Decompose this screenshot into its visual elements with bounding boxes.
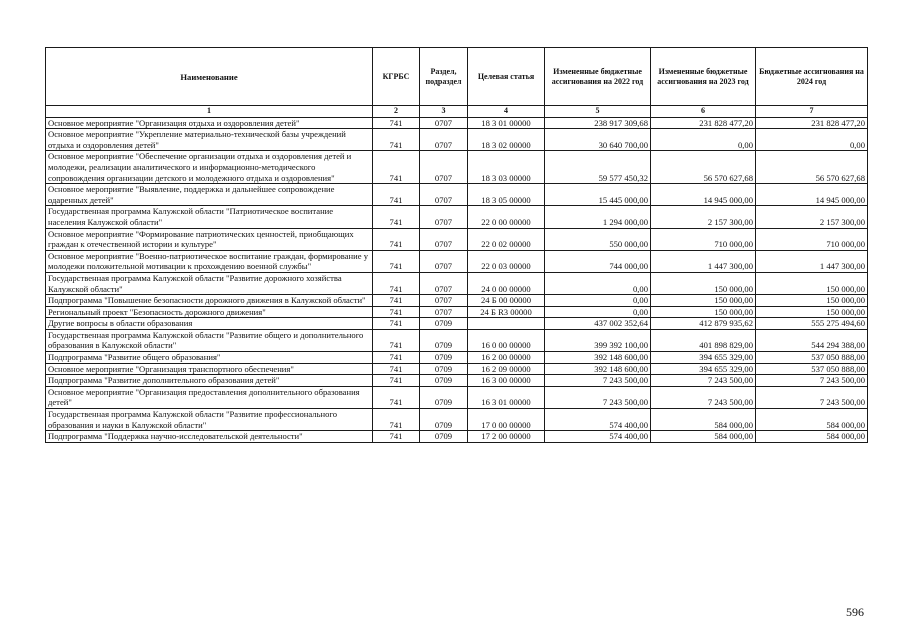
row-2024-amount: 150 000,00 xyxy=(756,272,868,294)
header-target: Целевая статья xyxy=(468,48,545,106)
table-body xyxy=(46,117,868,442)
row-2023-amount: 584 000,00 xyxy=(651,409,756,431)
row-2022-amount: 0,00 xyxy=(545,295,651,307)
row-section: 0709 xyxy=(420,352,468,364)
row-name: Основное мероприятие "Организация транспортного обеспечения" xyxy=(46,363,373,375)
row-2022-amount: 0,00 xyxy=(545,272,651,294)
row-section: 0709 xyxy=(420,386,468,408)
row-section: 0707 xyxy=(420,206,468,228)
table-row xyxy=(46,431,868,443)
row-name: Основное мероприятие "Обеспечение организации отдыха и оздоровления детей и молодежи, реализации аналитического и информационно-методического сопровождения организации детского и молодежного отдыха и оздоровления" xyxy=(46,151,373,184)
row-kgrbs: 741 xyxy=(373,352,420,364)
budget-table xyxy=(45,47,868,443)
row-2022-amount: 7 243 500,00 xyxy=(545,375,651,387)
row-2023-amount: 7 243 500,00 xyxy=(651,375,756,387)
header-2024: Бюджетные ассигнования на 2024 год xyxy=(756,48,868,106)
header-name: Наименование xyxy=(46,48,373,106)
row-2023-amount: 150 000,00 xyxy=(651,295,756,307)
row-2023-amount: 412 879 935,62 xyxy=(651,318,756,330)
column-number: 5 xyxy=(545,106,651,118)
row-kgrbs: 741 xyxy=(373,318,420,330)
row-kgrbs: 741 xyxy=(373,250,420,272)
row-kgrbs: 741 xyxy=(373,363,420,375)
row-2023-amount: 150 000,00 xyxy=(651,306,756,318)
row-section: 0707 xyxy=(420,151,468,184)
row-2022-amount: 238 917 309,68 xyxy=(545,117,651,129)
row-2024-amount: 584 000,00 xyxy=(756,409,868,431)
table-row xyxy=(46,228,868,250)
row-name: Региональный проект "Безопасность дорожного движения" xyxy=(46,306,373,318)
row-kgrbs: 741 xyxy=(373,206,420,228)
row-2024-amount: 7 243 500,00 xyxy=(756,375,868,387)
row-2023-amount: 394 655 329,00 xyxy=(651,352,756,364)
row-2023-amount: 14 945 000,00 xyxy=(651,184,756,206)
table-row xyxy=(46,151,868,184)
row-name: Основное мероприятие "Военно-патриотическое воспитание граждан, формирование у молодежи положительной мотивации к прохождению военной службы" xyxy=(46,250,373,272)
row-2024-amount: 1 447 300,00 xyxy=(756,250,868,272)
row-2023-amount: 401 898 829,00 xyxy=(651,329,756,351)
row-name: Основное мероприятие "Организация отдыха и оздоровления детей" xyxy=(46,117,373,129)
row-2022-amount: 437 002 352,64 xyxy=(545,318,651,330)
row-2024-amount: 150 000,00 xyxy=(756,306,868,318)
row-name: Основное мероприятие "Формирование патриотических ценностей, приобщающих граждан к отечественной истории и культуре" xyxy=(46,228,373,250)
row-target: 16 3 00 00000 xyxy=(468,375,545,387)
row-section: 0707 xyxy=(420,129,468,151)
row-target: 24 0 00 00000 xyxy=(468,272,545,294)
row-2023-amount: 394 655 329,00 xyxy=(651,363,756,375)
row-2024-amount: 231 828 477,20 xyxy=(756,117,868,129)
row-name: Подпрограмма "Развитие общего образования" xyxy=(46,352,373,364)
row-2022-amount: 30 640 700,00 xyxy=(545,129,651,151)
row-2022-amount: 0,00 xyxy=(545,306,651,318)
row-2023-amount: 150 000,00 xyxy=(651,272,756,294)
row-2023-amount: 0,00 xyxy=(651,129,756,151)
row-kgrbs: 741 xyxy=(373,151,420,184)
row-2024-amount: 7 243 500,00 xyxy=(756,386,868,408)
column-number: 6 xyxy=(651,106,756,118)
row-section: 0709 xyxy=(420,431,468,443)
header-kgrbs: КГРБС xyxy=(373,48,420,106)
row-section: 0707 xyxy=(420,250,468,272)
row-2023-amount: 584 000,00 xyxy=(651,431,756,443)
row-2022-amount: 574 400,00 xyxy=(545,409,651,431)
row-kgrbs: 741 xyxy=(373,228,420,250)
row-2024-amount: 710 000,00 xyxy=(756,228,868,250)
row-section: 0707 xyxy=(420,228,468,250)
table-row xyxy=(46,329,868,351)
row-section: 0709 xyxy=(420,375,468,387)
table-row xyxy=(46,409,868,431)
row-2023-amount: 56 570 627,68 xyxy=(651,151,756,184)
table-row xyxy=(46,352,868,364)
row-target: 16 3 01 00000 xyxy=(468,386,545,408)
row-target: 22 0 03 00000 xyxy=(468,250,545,272)
row-kgrbs: 741 xyxy=(373,375,420,387)
row-kgrbs: 741 xyxy=(373,306,420,318)
row-target: 24 Б 00 00000 xyxy=(468,295,545,307)
table-row xyxy=(46,363,868,375)
row-target: 18 3 05 00000 xyxy=(468,184,545,206)
table-row xyxy=(46,206,868,228)
row-name: Подпрограмма "Повышение безопасности дорожного движения в Калужской области" xyxy=(46,295,373,307)
row-name: Государственная программа Калужской области "Развитие дорожного хозяйства Калужской области" xyxy=(46,272,373,294)
column-number: 2 xyxy=(373,106,420,118)
row-2024-amount: 56 570 627,68 xyxy=(756,151,868,184)
row-2024-amount: 537 050 888,00 xyxy=(756,363,868,375)
row-2023-amount: 7 243 500,00 xyxy=(651,386,756,408)
row-name: Основное мероприятие "Выявление, поддержка и дальнейшее сопровождение одаренных детей" xyxy=(46,184,373,206)
row-kgrbs: 741 xyxy=(373,386,420,408)
row-2022-amount: 7 243 500,00 xyxy=(545,386,651,408)
row-section: 0709 xyxy=(420,329,468,351)
row-target: 22 0 00 00000 xyxy=(468,206,545,228)
row-section: 0709 xyxy=(420,363,468,375)
row-target: 18 3 01 00000 xyxy=(468,117,545,129)
row-2024-amount: 544 294 388,00 xyxy=(756,329,868,351)
table-row xyxy=(46,318,868,330)
row-kgrbs: 741 xyxy=(373,184,420,206)
header-row xyxy=(46,48,868,106)
page-number: 596 xyxy=(846,605,864,619)
row-2024-amount: 0,00 xyxy=(756,129,868,151)
row-target: 24 Б R3 00000 xyxy=(468,306,545,318)
row-target: 22 0 02 00000 xyxy=(468,228,545,250)
table-row xyxy=(46,375,868,387)
row-target: 16 2 00 00000 xyxy=(468,352,545,364)
row-kgrbs: 741 xyxy=(373,272,420,294)
table-row xyxy=(46,129,868,151)
row-section: 0707 xyxy=(420,295,468,307)
row-section: 0707 xyxy=(420,184,468,206)
table-row xyxy=(46,250,868,272)
row-kgrbs: 741 xyxy=(373,431,420,443)
row-section: 0709 xyxy=(420,318,468,330)
row-2022-amount: 392 148 600,00 xyxy=(545,363,651,375)
header-2023: Измененные бюджетные ассигнования на 2023 год xyxy=(651,48,756,106)
table-row xyxy=(46,117,868,129)
row-target: 16 0 00 00000 xyxy=(468,329,545,351)
row-kgrbs: 741 xyxy=(373,329,420,351)
row-2024-amount: 150 000,00 xyxy=(756,295,868,307)
row-target: 17 2 00 00000 xyxy=(468,431,545,443)
row-target: 18 3 03 00000 xyxy=(468,151,545,184)
row-2022-amount: 399 392 100,00 xyxy=(545,329,651,351)
column-number: 7 xyxy=(756,106,868,118)
table-row xyxy=(46,386,868,408)
row-target xyxy=(468,318,545,330)
row-2023-amount: 1 447 300,00 xyxy=(651,250,756,272)
column-number-row xyxy=(46,106,868,118)
row-section: 0707 xyxy=(420,272,468,294)
row-2022-amount: 550 000,00 xyxy=(545,228,651,250)
row-name: Государственная программа Калужской области "Развитие общего и дополнительного образования в Калужской области" xyxy=(46,329,373,351)
row-name: Основное мероприятие "Организация предоставления дополнительного образования детей" xyxy=(46,386,373,408)
row-2024-amount: 2 157 300,00 xyxy=(756,206,868,228)
header-2022: Измененные бюджетные ассигнования на 2022 год xyxy=(545,48,651,106)
row-2024-amount: 555 275 494,60 xyxy=(756,318,868,330)
row-section: 0707 xyxy=(420,117,468,129)
row-2023-amount: 2 157 300,00 xyxy=(651,206,756,228)
row-2023-amount: 710 000,00 xyxy=(651,228,756,250)
row-2022-amount: 574 400,00 xyxy=(545,431,651,443)
row-section: 0707 xyxy=(420,306,468,318)
row-kgrbs: 741 xyxy=(373,117,420,129)
column-number: 3 xyxy=(420,106,468,118)
row-target: 17 0 00 00000 xyxy=(468,409,545,431)
row-2024-amount: 537 050 888,00 xyxy=(756,352,868,364)
row-2024-amount: 584 000,00 xyxy=(756,431,868,443)
row-name: Государственная программа Калужской области "Патриотическое воспитание населения Калужской области" xyxy=(46,206,373,228)
table-row xyxy=(46,306,868,318)
row-kgrbs: 741 xyxy=(373,129,420,151)
table-row xyxy=(46,184,868,206)
column-number: 4 xyxy=(468,106,545,118)
row-target: 16 2 09 00000 xyxy=(468,363,545,375)
row-name: Государственная программа Калужской области "Развитие профессионального образования и науки в Калужской области" xyxy=(46,409,373,431)
row-2022-amount: 392 148 600,00 xyxy=(545,352,651,364)
row-2023-amount: 231 828 477,20 xyxy=(651,117,756,129)
column-number: 1 xyxy=(46,106,373,118)
row-2022-amount: 744 000,00 xyxy=(545,250,651,272)
row-2024-amount: 14 945 000,00 xyxy=(756,184,868,206)
table-row xyxy=(46,272,868,294)
row-2022-amount: 59 577 450,32 xyxy=(545,151,651,184)
row-section: 0709 xyxy=(420,409,468,431)
row-name: Другие вопросы в области образования xyxy=(46,318,373,330)
row-2022-amount: 1 294 000,00 xyxy=(545,206,651,228)
row-2022-amount: 15 445 000,00 xyxy=(545,184,651,206)
row-name: Подпрограмма "Развитие дополнительного образования детей" xyxy=(46,375,373,387)
row-target: 18 3 02 00000 xyxy=(468,129,545,151)
header-section: Раздел, подраздел xyxy=(420,48,468,106)
row-kgrbs: 741 xyxy=(373,295,420,307)
row-name: Основное мероприятие "Укрепление материально-технической базы учреждений отдыха и оздоровления детей" xyxy=(46,129,373,151)
row-name: Подпрограмма "Поддержка научно-исследовательской деятельности" xyxy=(46,431,373,443)
table-row xyxy=(46,295,868,307)
row-kgrbs: 741 xyxy=(373,409,420,431)
